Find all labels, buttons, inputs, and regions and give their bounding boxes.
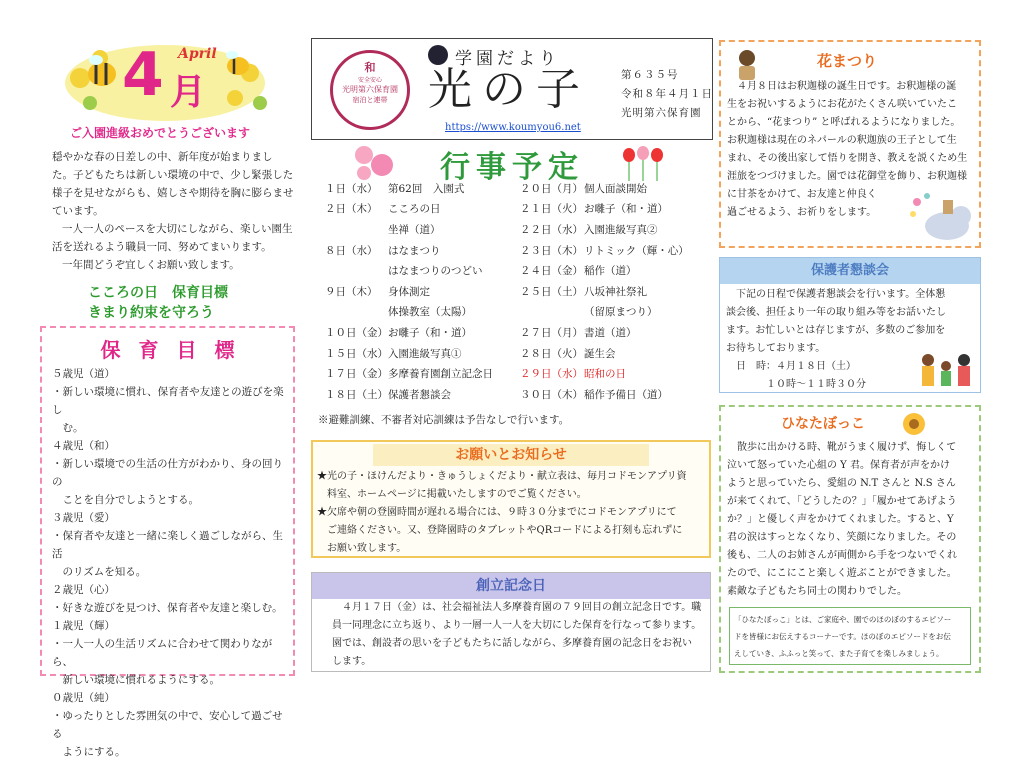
hinata-line: たので、にこにこと楽しく遊ぶことができました。 bbox=[727, 568, 957, 579]
event-date: １０日（金） bbox=[325, 326, 388, 339]
goal-line: む。 bbox=[52, 422, 84, 434]
event-row bbox=[325, 322, 493, 343]
greeting-line: 様子を見せながらも、嬉しさや期待を胸に膨らませ bbox=[52, 187, 294, 199]
hanamatsuri-line: 過ごせるよう、お祈りをします。 bbox=[727, 207, 877, 218]
event-name: 八坂神社祭礼 bbox=[584, 285, 647, 298]
goal-line: ５歳児（道） bbox=[52, 368, 115, 380]
drill-note: ※避難訓練、不審者対応訓練は予告なしで行います。 bbox=[318, 414, 570, 426]
goal-line: 新しい環境に慣れるようにする。 bbox=[52, 674, 220, 686]
sun-flower-icon bbox=[899, 411, 929, 441]
event-row bbox=[520, 240, 689, 261]
notice-line: ★光の子・ほけんだより・きゅうしょくだより・献立表は、毎月コドモンアプリ資 bbox=[317, 471, 687, 482]
hinata-line: ようと思っていたら、愛組の N.T さんと N.S さん bbox=[727, 478, 956, 489]
meeting-line: ます。お忙しいとは存じますが、多数のご参加を bbox=[726, 325, 946, 336]
notice-line: ご連絡ください。又、登降園時のタブレットやQRコードによる打刻も忘れずに bbox=[317, 525, 683, 536]
event-date: ２２日（水） bbox=[520, 223, 583, 236]
event-row bbox=[325, 281, 493, 302]
seal-top: 和 bbox=[364, 61, 376, 74]
school-seal bbox=[330, 50, 410, 130]
event-name: 入園進級写真① bbox=[388, 347, 462, 360]
event-row-holiday bbox=[520, 363, 689, 384]
greeting-line: 穏やかな春の日差しの中、新年度が始まりまし bbox=[52, 151, 273, 163]
event-date: ２５日（土） bbox=[520, 285, 583, 298]
month-number: 4 bbox=[122, 40, 162, 110]
hanamatsuri-line: とから、“花まつり” と呼ばれるようになりました。 bbox=[727, 117, 961, 128]
seal-line: 宿泊と連帯 bbox=[352, 96, 388, 104]
hanamatsuri-line: ４月８日はお釈迦様の誕生日です。お釈迦様の誕 bbox=[727, 81, 957, 92]
goal-line: ０歳児（純） bbox=[52, 692, 115, 704]
notice-title: お願いとお知らせ bbox=[373, 444, 649, 466]
event-row bbox=[520, 322, 689, 343]
notice-line: 料室、ホームページに掲載いたしますのでご覧ください。 bbox=[317, 489, 587, 500]
goal-line: ２歳児（心） bbox=[52, 584, 115, 596]
event-date: ２日（木） bbox=[325, 203, 378, 216]
event-date: ２３日（木） bbox=[520, 244, 583, 257]
event-name: お囃子（和・道） bbox=[388, 326, 472, 339]
goal-line: ・保育者や友達と一緒に楽しく過ごしながら、生活 bbox=[52, 530, 283, 560]
family-illustration bbox=[916, 350, 976, 394]
notice-line: お願い致します。 bbox=[317, 543, 407, 554]
events-right-table bbox=[520, 178, 689, 405]
event-name: お囃子（和・道） bbox=[584, 203, 668, 216]
events-left-table bbox=[325, 178, 493, 405]
goal-line: ・新しい環境に慣れ、保育者や友達との遊びを楽し bbox=[52, 386, 284, 416]
flower-bee-decoration bbox=[60, 38, 270, 123]
april-label: April bbox=[178, 46, 217, 62]
goal-line: ３歳児（愛） bbox=[52, 512, 115, 524]
goals-list bbox=[42, 363, 293, 761]
event-name: 入園進級写真② bbox=[584, 223, 658, 236]
meeting-line: 談会後、担任より一年の取り組み等をお話いたし bbox=[726, 307, 946, 318]
goal-line: ・好きな遊びを見つけ、保育者や友達と楽しむ。 bbox=[52, 602, 283, 614]
school-name: 光明第六保育園 bbox=[621, 107, 702, 119]
april-badge bbox=[60, 38, 270, 123]
event-name: 昭和の日 bbox=[584, 368, 626, 381]
event-date: １５日（水） bbox=[325, 347, 388, 360]
anniversary-body bbox=[312, 599, 710, 671]
notice-box bbox=[311, 440, 711, 558]
event-row bbox=[325, 240, 493, 261]
event-name: はなまつり bbox=[388, 244, 441, 257]
goal-line: ことを自分でしようとする。 bbox=[52, 494, 199, 506]
seal-line: 光明第六保育園 bbox=[342, 85, 398, 94]
event-name: 保護者懇談会 bbox=[388, 388, 451, 401]
hinata-line: 泣いて怒っていた心組の Y 君。保育者が声をかけ bbox=[727, 460, 950, 471]
anniversary-line: します。 bbox=[332, 656, 372, 667]
goals-box bbox=[40, 326, 295, 758]
hanamatsuri-box bbox=[719, 40, 981, 248]
goals-title: 保育目標 bbox=[100, 338, 253, 362]
anniversary-line: ４月１７日（金）は、社会福祉法人多摩養育園の７９回目の創立記念日です。職 bbox=[332, 602, 702, 613]
event-row bbox=[520, 281, 689, 302]
newsletter-label: 学園だより bbox=[455, 49, 560, 69]
hanamatsuri-line: に甘茶をかけて、お友達と仲良く bbox=[727, 189, 877, 200]
event-date: ３０日（木） bbox=[520, 388, 583, 401]
event-row bbox=[520, 302, 689, 323]
hinata-line: 後も、二人のお姉さんが両側から手をつないでくれ bbox=[727, 550, 957, 561]
event-name: 身体測定 bbox=[388, 285, 430, 298]
event-row bbox=[520, 384, 689, 405]
meeting-line: お待ちしております。 bbox=[726, 343, 826, 354]
meeting-line: 下記の日程で保護者懇談会を行います。全体懇 bbox=[726, 289, 946, 300]
event-name: 個人面談開始 bbox=[584, 182, 647, 195]
event-row bbox=[520, 343, 689, 364]
kokoro-heading: こころの日 保育目標 bbox=[88, 285, 228, 301]
event-date: １８日（土） bbox=[325, 388, 388, 401]
issue-number: 第６３５号 bbox=[621, 69, 679, 81]
event-name: こころの日 bbox=[388, 203, 441, 216]
newsletter-title: 光の子 bbox=[428, 64, 590, 115]
event-date: ２１日（火） bbox=[520, 203, 583, 216]
hinata-footer-line: ドを皆様にお伝えするコーナーです。ほのぼのエピソードをお伝 bbox=[734, 632, 951, 641]
greeting-line: た。子どもたちは新しい環境の中で、少し緊張した bbox=[52, 169, 294, 181]
greeting-line: 一人一人のペースを大切にしながら、楽しい園生 bbox=[62, 223, 293, 235]
hanamatsuri-line: 生をお祝いするようにお花がたくさん咲いていたこ bbox=[727, 99, 957, 110]
greeting-line: 活を送れるよう職員一同、努めてまいります。 bbox=[52, 241, 272, 253]
hinata-title: ひなたぼっこ bbox=[781, 416, 865, 432]
meeting-title: 保護者懇談会 bbox=[720, 258, 980, 284]
greeting-line: ています。 bbox=[52, 205, 104, 217]
event-date: １７日（金） bbox=[325, 368, 388, 381]
event-row bbox=[325, 260, 493, 281]
hinata-line: 散歩に出かける時、靴がうまく履けず、悔しくて bbox=[727, 442, 957, 453]
greeting-line: 一年間どうぞ宜しくお願い致します。 bbox=[62, 259, 240, 271]
anniversary-line: 園では、創設者の思いを子どもたちに話しながら、多摩養育園の記念日をお祝い bbox=[332, 638, 692, 649]
event-date: ２７日（月） bbox=[520, 326, 583, 339]
elephant-illustration bbox=[909, 192, 975, 248]
hinata-footer-line: えしていき、ふふっと笑って、また子育てを楽しみましょう。 bbox=[734, 649, 944, 658]
kimari-heading: きまり約束を守ろう bbox=[88, 305, 214, 321]
goal-line: ・新しい環境での生活の仕方がわかり、身の回りの bbox=[52, 458, 283, 488]
website-link[interactable]: https://www.koumyou6.net bbox=[445, 122, 581, 133]
event-name: （留原まつり） bbox=[584, 306, 658, 319]
event-date: ２４日（金） bbox=[520, 265, 583, 278]
issue-info bbox=[621, 66, 713, 123]
hanamatsuri-title: 花まつり bbox=[817, 52, 878, 70]
event-name: 誕生会 bbox=[584, 347, 616, 360]
hinata-box bbox=[719, 405, 981, 673]
event-row bbox=[325, 199, 493, 220]
event-row bbox=[325, 363, 493, 384]
month-kanji: 月 bbox=[170, 72, 207, 113]
meeting-box bbox=[719, 257, 981, 393]
event-name: 体操教室（太陽） bbox=[388, 306, 472, 319]
goal-line: のリズムを知る。 bbox=[52, 566, 147, 578]
hanamatsuri-line: まれ、その後出家して悟りを開き、教えを説くため生 bbox=[727, 153, 968, 164]
event-date: ２９日（水） bbox=[520, 368, 583, 381]
event-date bbox=[325, 260, 388, 281]
event-row bbox=[520, 219, 689, 240]
event-name: 書道（道） bbox=[584, 326, 637, 339]
event-row bbox=[325, 343, 493, 364]
event-name: はなまつりのつどい bbox=[388, 265, 483, 278]
hinata-line: 君の涙はすっとなくなり、笑顔になりました。その bbox=[727, 532, 957, 543]
event-date: １日（水） bbox=[325, 182, 378, 195]
event-date bbox=[325, 302, 388, 323]
event-row bbox=[520, 260, 689, 281]
event-row bbox=[325, 178, 493, 199]
event-row bbox=[325, 302, 493, 323]
greeting-title: ご入園進級おめでとうございます bbox=[70, 126, 251, 140]
meeting-line: 日 時：４月１８日（土） bbox=[726, 361, 856, 372]
event-date: ２８日（火） bbox=[520, 347, 583, 360]
event-name: 稲作予備日（道） bbox=[584, 388, 668, 401]
event-name: 第62回 入園式 bbox=[388, 182, 465, 195]
event-name: リトミック（輝・心） bbox=[584, 244, 689, 257]
event-date bbox=[520, 302, 584, 323]
event-row bbox=[520, 199, 689, 220]
hanamatsuri-line: お釈迦様は現在のネパールの釈迦族の王子として生 bbox=[727, 135, 957, 146]
event-date: ２０日（月） bbox=[520, 182, 583, 195]
event-name: 坐禅（道） bbox=[388, 223, 441, 236]
hinata-footer-line: 「ひなたぼっこ」とは、ご家庭や、園でのほのぼのするエピソー bbox=[734, 615, 952, 624]
issue-date: 令和８年４月１日 bbox=[621, 88, 713, 100]
goal-line: ４歳児（和） bbox=[52, 440, 115, 452]
goal-line: ・ゆったりとした雰囲気の中で、安心して過ごせる bbox=[52, 710, 283, 740]
notice-line: ★欠席や朝の登園時間が遅れる場合には、９時３０分までにコドモンアプリにて bbox=[317, 507, 677, 518]
anniversary-line: 員一同理念に立ち返り、より一層一人一人を大切にした保育を行なって参ります。 bbox=[332, 620, 702, 631]
seal-line: 安全安心 bbox=[357, 77, 382, 84]
hinata-line: 素敵な子どもたち同士の関わりでした。 bbox=[727, 586, 907, 597]
event-name: 多摩養育園創立記念日 bbox=[388, 368, 493, 381]
hanamatsuri-line: 涯旅をつづけました。園では花御堂を飾り、お釈迦様 bbox=[727, 171, 967, 182]
goal-line: １歳児（輝） bbox=[52, 620, 115, 632]
hinata-body bbox=[727, 439, 977, 601]
goal-line: ようにする。 bbox=[52, 746, 126, 758]
meeting-line: １０時～１１時３０分 bbox=[726, 379, 866, 390]
school-logo-icon bbox=[428, 45, 448, 65]
event-date: ９日（木） bbox=[325, 285, 378, 298]
event-row bbox=[520, 178, 689, 199]
event-date: ８日（水） bbox=[325, 244, 378, 257]
notice-body bbox=[313, 466, 709, 558]
goal-line: ・一人一人の生活リズムに合わせて関わりながら、 bbox=[52, 638, 273, 668]
hinata-line: か？」と優しく声をかけてくれました。すると、Y bbox=[727, 514, 954, 525]
event-date bbox=[325, 219, 388, 240]
anniversary-title: 創立記念日 bbox=[312, 573, 710, 599]
event-name: 稲作（道） bbox=[584, 265, 637, 278]
hinata-line: が来てくれて、「どうしたの？」「履かせてあげよう bbox=[727, 496, 957, 507]
greeting-text bbox=[52, 148, 296, 274]
anniversary-box bbox=[311, 572, 711, 672]
event-row bbox=[325, 219, 493, 240]
hinata-footer-box bbox=[729, 607, 971, 665]
events-title: 行事予定 bbox=[440, 150, 584, 185]
event-row bbox=[325, 384, 493, 405]
